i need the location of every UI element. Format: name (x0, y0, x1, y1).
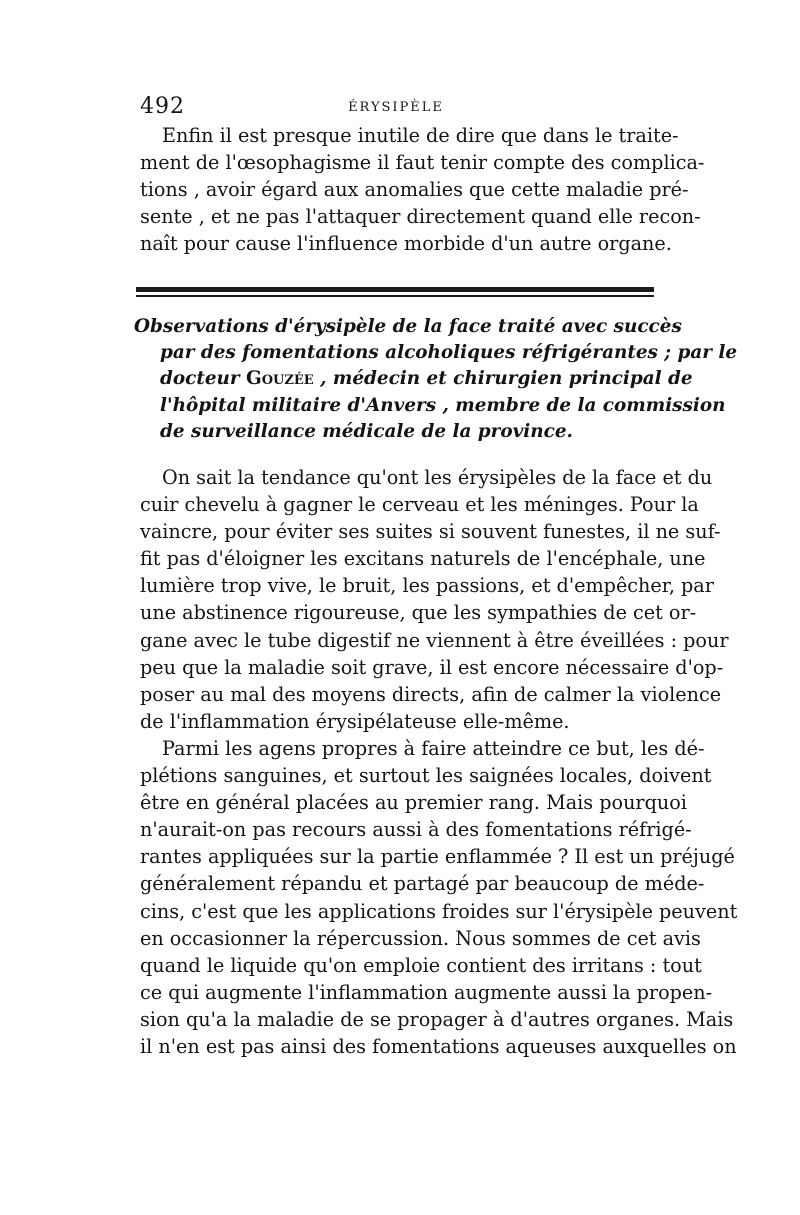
text-line: gane avec le tube digestif ne viennent à être éveillées : pour (140, 628, 729, 652)
running-head: ÉRYSIPÈLE (348, 100, 444, 115)
text-line: sente , et ne pas l'attaquer directement quand elle recon- (140, 205, 701, 229)
observation-title (134, 314, 738, 445)
paragraph-esophagism-conclusion (140, 122, 705, 257)
text-line: Parmi les agens propres à faire atteindre ce but, les dé- (162, 737, 705, 760)
text-line: fit pas d'éloigner les excitans naturels de l'encéphale, une (140, 547, 706, 571)
text-line: en occasionner la répercussion. Nous sommes de cet avis (140, 926, 701, 950)
page-header (140, 94, 652, 124)
text-line: peu que la maladie soit grave, il est encore nécessaire d'op- (140, 655, 724, 679)
text-line: naît pour cause l'influence morbide d'un autre organe. (140, 232, 672, 256)
text-line: ce qui augmente l'inflammation augmente aussi la propen- (140, 980, 713, 1004)
text-line: poser au mal des moyens directs, afin de calmer la violence (140, 682, 722, 706)
text-line: cuir chevelu à gagner le cerveau et les méninges. Pour la (140, 493, 699, 517)
paragraph-treatment-means (140, 735, 738, 1060)
text-line: quand le liquide qu'on emploie contient des irritans : tout (140, 953, 702, 977)
title-line: par des fomentations alcoholiques réfrigérantes ; par le (160, 342, 738, 364)
text-line: cins, c'est que les applications froides sur l'érysipèle peuvent (140, 899, 738, 923)
text-line: vaincre, pour éviter ses suites si souvent funestes, il ne suf- (140, 520, 721, 544)
text-line: généralement répandu et partagé par beaucoup de méde- (140, 872, 705, 896)
text-line: ment de l'œsophagisme il faut tenir compte des complica- (140, 151, 705, 175)
text-line: lumière trop vive, le bruit, les passions, et d'empêcher, par (140, 574, 714, 598)
author-name: Gouzée (245, 368, 314, 390)
section-divider-thick (136, 287, 654, 292)
text-line: il n'en est pas ainsi des fomentations aqueuses auxquelles on (140, 1035, 737, 1059)
text-line: plétions sanguines, et surtout les saignées locales, doivent (140, 764, 712, 788)
title-line: Observations d'érysipèle de la face traité avec succès (134, 316, 682, 337)
text-line: tions , avoir égard aux anomalies que cette maladie pré- (140, 178, 689, 202)
page-number: 492 (140, 94, 185, 119)
text-line: une abstinence rigoureuse, que les sympathies de cet or- (140, 601, 697, 625)
title-text: docteur (160, 368, 246, 390)
title-line: de surveillance médicale de la province. (160, 420, 573, 442)
title-text: , médecin et chirurgien principal de (313, 368, 693, 390)
text-line: sion qu'a la maladie de se propager à d'autres organes. Mais (140, 1007, 734, 1031)
text-line: On sait la tendance qu'ont les érysipèles de la face et du (162, 466, 713, 489)
text-line: Enfin il est presque inutile de dire que dans le traite- (162, 124, 679, 147)
text-line: de l'inflammation érysipélateuse elle-même. (140, 709, 570, 733)
title-line: l'hôpital militaire d'Anvers , membre de la commission (160, 394, 726, 416)
text-line: rantes appliquées sur la partie enflammée ? Il est un préjugé (140, 845, 735, 869)
title-line (134, 366, 693, 392)
section-divider-thin (136, 295, 654, 297)
text-line: être en général placées au premier rang. Mais pourquoi (140, 791, 687, 815)
text-line: n'aurait-on pas recours aussi à des fomentations réfrigé- (140, 818, 692, 842)
paragraph-erysipelas-tendency (140, 464, 729, 735)
